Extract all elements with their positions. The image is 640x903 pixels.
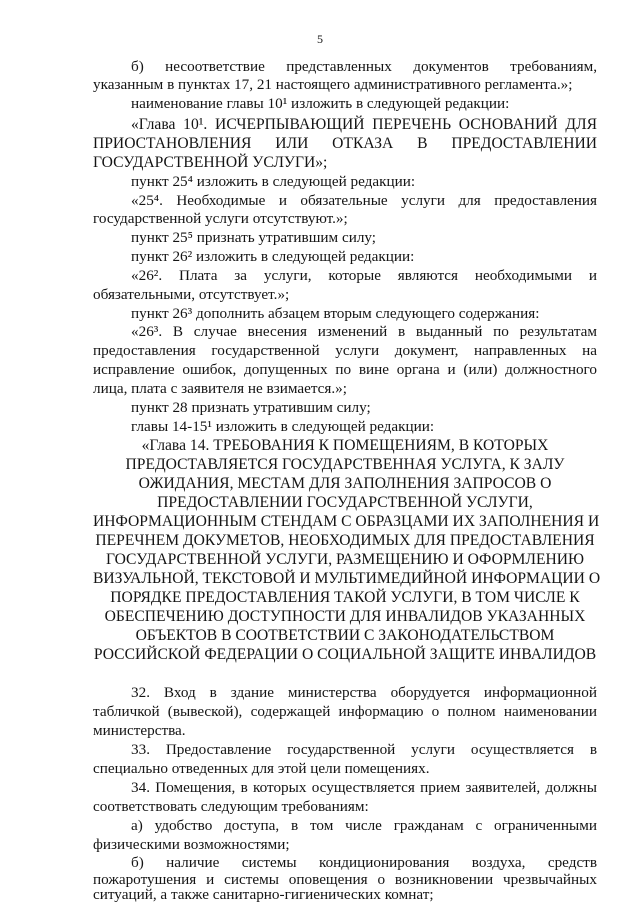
doc-line: государственной услуги отсутствуют.»; — [93, 210, 348, 227]
doc-line: обязательными, отсутствует.»; — [93, 286, 290, 303]
doc-line: табличкой (вывеской), содержащей информацию о полном наименовании — [93, 703, 597, 720]
chapter-heading-line: ПРЕДОСТАВЛЯЕТСЯ ГОСУДАРСТВЕННАЯ УСЛУГА, К ЗАЛУ — [125, 456, 565, 473]
chapter-heading-line: «Глава 14. ТРЕБОВАНИЯ К ПОМЕЩЕНИЯМ, В КОТОРЫХ — [141, 437, 549, 454]
doc-line: ПРИОСТАНОВЛЕНИЯ ИЛИ ОТКАЗА В ПРЕДОСТАВЛЕНИИ — [93, 135, 597, 152]
chapter-heading-line: РОССИЙСКОЙ ФЕДЕРАЦИИ О СОЦИАЛЬНОЙ ЗАЩИТЕ ИНВАЛИДОВ — [93, 646, 597, 663]
doc-line: 34. Помещения, в которых осуществляется прием заявителей, должны — [131, 779, 597, 796]
doc-line: пункт 25⁴ изложить в следующей редакции: — [131, 173, 416, 190]
doc-line: главы 14-15¹ изложить в следующей редакции: — [131, 418, 435, 435]
chapter-heading-line: ОЖИДАНИЯ, МЕСТАМ ДЛЯ ЗАПОЛНЕНИЯ ЗАПРОСОВ О — [138, 475, 552, 492]
doc-line: специально отведенных для этой цели помещениях. — [93, 760, 430, 777]
chapter-heading-line: ПРЕДОСТАВЛЕНИИ ГОСУДАРСТВЕННОЙ УСЛУГИ, — [157, 494, 533, 511]
doc-line: 32. Вход в здание министерства оборудуется информационной — [131, 684, 597, 701]
doc-line: физическими возможностями; — [93, 836, 290, 853]
doc-line: соответствовать следующим требованиям: — [93, 798, 369, 815]
doc-line: наименование главы 10¹ изложить в следующей редакции: — [131, 95, 510, 112]
chapter-heading-line: ГОСУДАРСТВЕННОЙ УСЛУГИ, РАЗМЕЩЕНИЮ И ОФОРМЛЕНИЮ — [105, 551, 585, 568]
chapter-heading-line: ПОРЯДКЕ ПРЕДОСТАВЛЕНИЯ ТАКОЙ УСЛУГИ, В ТОМ ЧИСЛЕ К — [110, 589, 580, 606]
doc-line: пожаротушения и системы оповещения о возникновении чрезвычайных — [93, 871, 597, 888]
doc-line: «26². Плата за услуги, которые являются необходимыми и — [131, 267, 597, 284]
doc-line: пункт 26³ дополнить абзацем вторым следующего содержания: — [131, 305, 540, 322]
doc-line: а) удобство доступа, в том числе гражданам с ограниченными — [131, 817, 597, 834]
doc-line: «25⁴. Необходимые и обязательные услуги для предоставления — [131, 192, 597, 209]
doc-line: ситуаций, а также санитарно-гигиенических комнат; — [93, 886, 434, 903]
doc-line: министерства. — [93, 722, 186, 739]
doc-line: «26³. В случае внесения изменений в выданный по результатам — [131, 323, 597, 340]
doc-line: указанным в пунктах 17, 21 настоящего административного регламента.»; — [93, 76, 573, 93]
chapter-heading-line: ВИЗУАЛЬНОЙ, ТЕКСТОВОЙ И МУЛЬТИМЕДИЙНОЙ ИНФОРМАЦИИ О — [93, 570, 601, 587]
doc-line: б) несоответствие представленных документов требованиям, — [131, 58, 597, 75]
doc-line: пункт 28 признать утратившим силу; — [131, 399, 371, 416]
doc-line: исправление ошибок, допущенных по вине органа и (или) должностного — [93, 361, 597, 378]
doc-line: лица, плата с заявителя не взимается.»; — [93, 380, 347, 397]
chapter-heading-line: ПЕРЕЧНЕМ ДОКУМЕТОВ, НЕОБХОДИМЫХ ДЛЯ ПРЕДОСТАВЛЕНИЯ — [95, 532, 595, 549]
doc-line: пункт 26² изложить в следующей редакции: — [131, 248, 415, 265]
chapter-heading-line: ОБЕСПЕЧЕНИЮ ДОСТУПНОСТИ ДЛЯ ИНВАЛИДОВ УКАЗАННЫХ — [104, 608, 586, 625]
doc-line: пункт 25⁵ признать утратившим силу; — [131, 229, 377, 246]
chapter-heading-line: ОБЪЕКТОВ В СООТВЕТСТВИИ С ЗАКОНОДАТЕЛЬСТВОМ — [135, 627, 555, 644]
page-number: 5 — [317, 32, 323, 46]
doc-line: ГОСУДАРСТВЕННОЙ УСЛУГИ»; — [93, 154, 328, 171]
doc-line: 33. Предоставление государственной услуги осуществляется в — [131, 741, 597, 758]
doc-line: «Глава 10¹. ИСЧЕРПЫВАЮЩИЙ ПЕРЕЧЕНЬ ОСНОВАНИЙ ДЛЯ — [131, 116, 597, 133]
chapter-heading-line: ИНФОРМАЦИОННЫМ СТЕНДАМ С ОБРАЗЦАМИ ИХ ЗАПОЛНЕНИЯ И — [93, 513, 600, 530]
doc-line: предоставления государственной услуги документ, направленных на — [93, 342, 597, 359]
doc-line: б) наличие системы кондиционирования воздуха, средств — [131, 854, 597, 871]
